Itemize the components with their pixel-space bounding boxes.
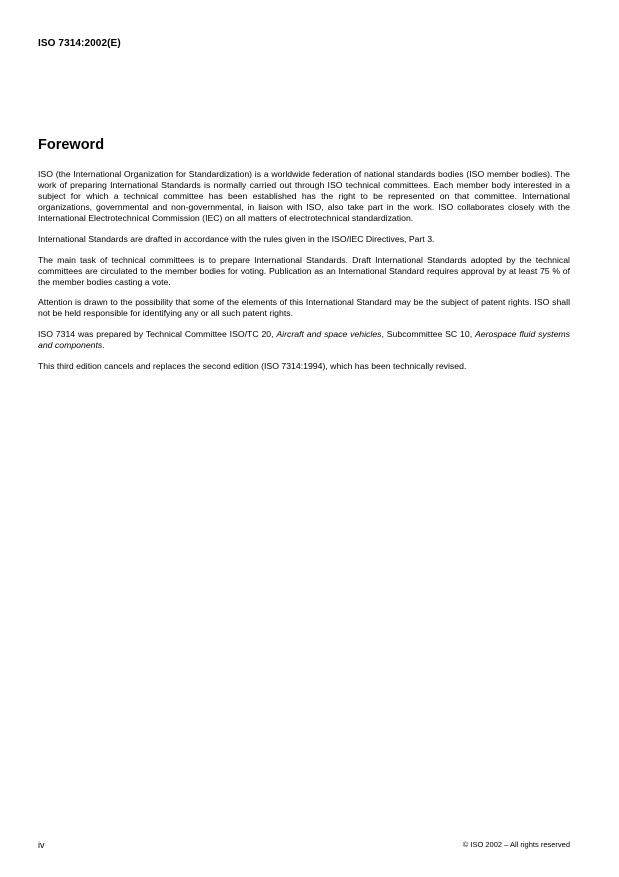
paragraph-committee-task: The main task of technical committees is to prepare International Standards. Draft International Standards adopted by the technical committees are circulated to the member bodies for voting. Publication as an International Standard requires approval by at least 75 % of the member bodies casting a vote.: [38, 254, 570, 287]
page-number: iv: [38, 840, 45, 850]
prepared-by-text-3: .: [102, 340, 105, 351]
committee-name: Aircraft and space vehicles: [276, 329, 382, 340]
document-id-header: ISO 7314:2002(E): [38, 38, 121, 49]
paragraph-edition-note: This third edition cancels and replaces the second edition (ISO 7314:1994), which has been technically revised.: [38, 360, 467, 371]
foreword-title: Foreword: [38, 137, 105, 153]
paragraph-iso-description: ISO (the International Organization for Standardization) is a worldwide federation of national standards bodies (ISO member bodies). The work of preparing International Standards is normally carried out through ISO technical committees. Each member body interested in a subject for which a technical committee has been established has the right to be represented on that committee. International organizations, governmental and non-governmental, in liaison with ISO, also take part in the work. ISO collaborates closely with the International Electrotechnical Commission (IEC) on all matters of electrotechnical standardization.: [38, 169, 570, 224]
foreword-body: [38, 169, 570, 381]
prepared-by-text-2: , Subcommittee SC 10,: [381, 329, 475, 340]
paragraph-patent-notice: Attention is drawn to the possibility that some of the elements of this International Standard may be the subject of patent rights. ISO shall not be held responsible for identifying any or all such patent rights.: [38, 297, 570, 319]
prepared-by-text-1: ISO 7314 was prepared by Technical Committee ISO/TC 20,: [38, 329, 277, 340]
subcommittee-name: Aerospace fluid systems and components: [38, 329, 570, 351]
paragraph-prepared-by: [38, 329, 570, 351]
paragraph-drafting-rules: International Standards are drafted in accordance with the rules given in the ISO/IEC Directives, Part 3.: [38, 233, 435, 244]
copyright-notice: © ISO 2002 – All rights reserved: [462, 840, 570, 849]
